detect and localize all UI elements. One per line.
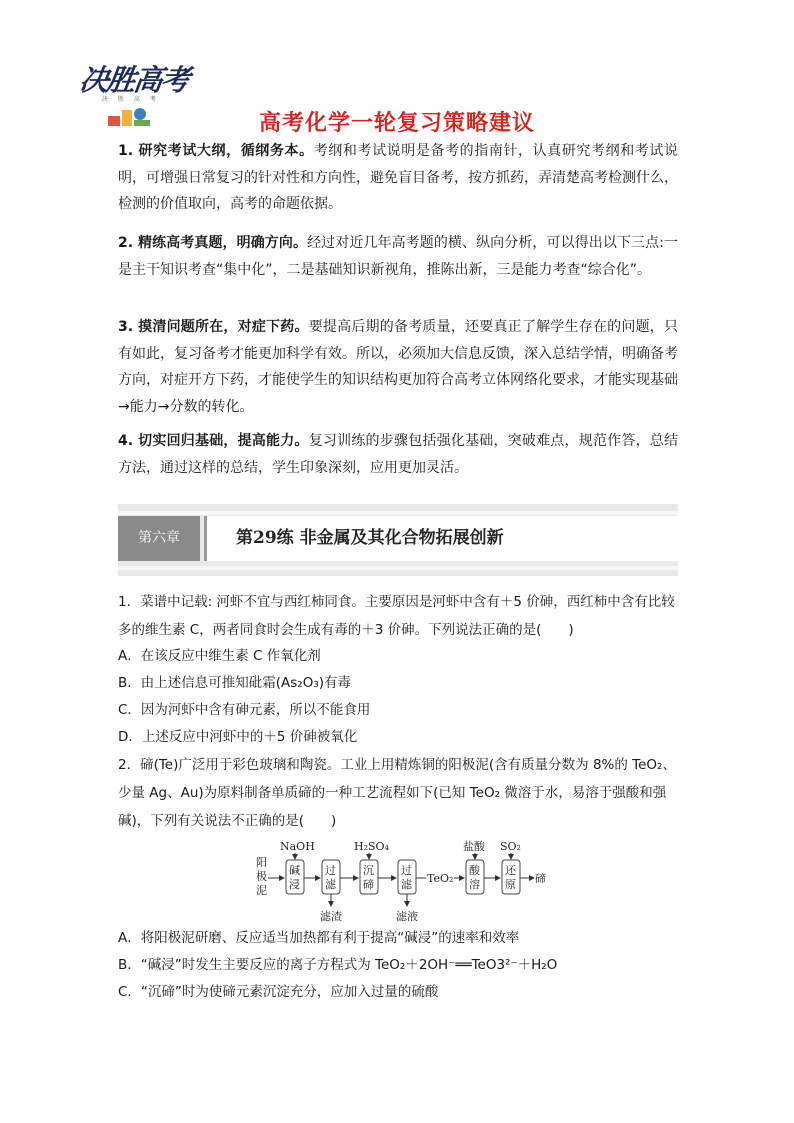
advice-paragraph-3 [118,314,678,420]
flow-step-acid-dissolve-1: 酸 [469,864,480,877]
page-title: 高考化学一轮复习策略建议 [258,111,535,136]
flow-step-filter-2a: 过 [401,864,412,877]
question-1-stem: 1．菜谱中记载: 河虾不宜与西红柿同食。主要原因是河虾中含有＋5 价砷，西红柿中含有比较多的维生素 C，两者同食时会生成有毒的＋3 价砷。下列说法正确的是( ) [118,594,675,638]
flow-intermediate: TeO₂ [427,872,454,885]
flow-step-precipitate-2: 碲 [363,878,374,891]
flow-step-alkali-leach-1: 碱 [289,864,300,877]
advice-heading: 3. 摸清问题所在，对症下药。 [118,319,309,335]
flow-reagent-so2: SO₂ [500,840,521,853]
chapter-label: 第六章 [118,516,200,561]
flow-byproduct-residue: 滤渣 [320,910,342,923]
advice-paragraph-2 [118,230,678,283]
advice-body: 考纲和考试说明是备考的指南针，认真研究考纲和考试说明，可增强日常复习的针对性和方向性，避免盲目备考，按方抓药，弄清楚高考检测什么，检测的价值取向，高考的命题依据。 [118,143,678,212]
question-2-option-b: B．“碱浸”时发生主要反应的离子方程式为 TeO₂＋2OH⁻══TeO3²⁻＋H₂O [118,957,558,973]
flow-step-acid-dissolve-2: 溶 [469,878,480,891]
question-1-option-b: B．由上述信息可推知砒霜(As₂O₃)有毒 [118,675,352,691]
flow-start-char-3: 泥 [256,884,267,897]
advice-heading: 1. 研究考试大纲，循纲务本。 [118,143,314,159]
flow-start-char-2: 极 [256,870,267,883]
question-1-option-a: A．在该反应中维生素 C 作氧化剂 [118,648,321,664]
exercise-title: 第29练 非金属及其化合物拓展创新 [236,528,504,548]
flow-step-alkali-leach-2: 浸 [289,878,300,891]
flow-reagent-naoh: NaOH [280,840,315,853]
flow-start-char-1: 阳 [256,856,267,869]
flow-step-reduce-2: 原 [505,878,516,891]
flow-byproduct-filtrate: 滤液 [396,910,418,923]
flow-step-reduce-1: 还 [505,864,516,877]
advice-heading: 2. 精练高考真题，明确方向。 [118,235,308,251]
advice-body: 要提高后期的备考质量，还要真正了解学生存在的问题，只有如此，复习备考才能更加科学有效。所以，必须加大信息反馈，深入总结学情，明确备考方向，对症开方下药，才能使学生的知识结构更加符合高考立体网络化要求，才能实现基础→能力→分数的转化。 [118,319,679,415]
chapter-banner [118,504,678,576]
advice-heading: 4. 切实回归基础，提高能力。 [118,433,309,449]
flow-step-filter-2b: 滤 [401,878,412,891]
logo-text: 决胜高考 [77,63,191,97]
advice-body: 经过对近几年高考题的横、纵向分析，可以得出以下三点:一是主干知识考查“集中化”，二是基础知识新视角，推陈出新，三是能力考查“综合化”。 [118,235,679,278]
flow-reagent-h2so4: H₂SO₄ [354,840,389,853]
flow-step-filter-1b: 滤 [325,878,336,891]
flow-product: 碲 [535,872,546,885]
flow-step-filter-1a: 过 [325,864,336,877]
question-2-stem: 2．碲(Te)广泛用于彩色玻璃和陶瓷。工业上用精炼铜的阳极泥(含有质量分数为 8%的 TeO₂、少量 Ag、Au)为原料制备单质碲的一种工艺流程如下(已知 TeO₂ 微溶于水，易溶于强酸和强碱)，下列有关说法不正确的是( ) [118,757,676,829]
flow-step-precipitate-1: 沉 [363,864,374,877]
question-2-option-a: A．将阳极泥研磨、反应适当加热都有利于提高“碱浸”的速率和效率 [118,930,520,946]
question-2-option-c: C．“沉碲”时为使碲元素沉淀充分，应加入过量的硫酸 [118,984,439,1000]
logo-subtitle: 决 胜 高 考 [102,96,160,103]
advice-body: 复习训练的步骤包括强化基础，突破难点，规范作答，总结方法，通过这样的总结，学生印象深刻，应用更加灵活。 [118,433,679,476]
question-1-option-c: C．因为河虾中含有砷元素，所以不能食用 [118,702,371,718]
flow-reagent-hcl: 盐酸 [463,840,485,853]
advice-paragraph-4 [118,428,678,481]
question-1-option-d: D．上述反应中河虾中的＋5 价砷被氧化 [118,729,358,745]
advice-paragraph-1 [118,138,678,218]
process-flow-diagram [250,838,550,924]
